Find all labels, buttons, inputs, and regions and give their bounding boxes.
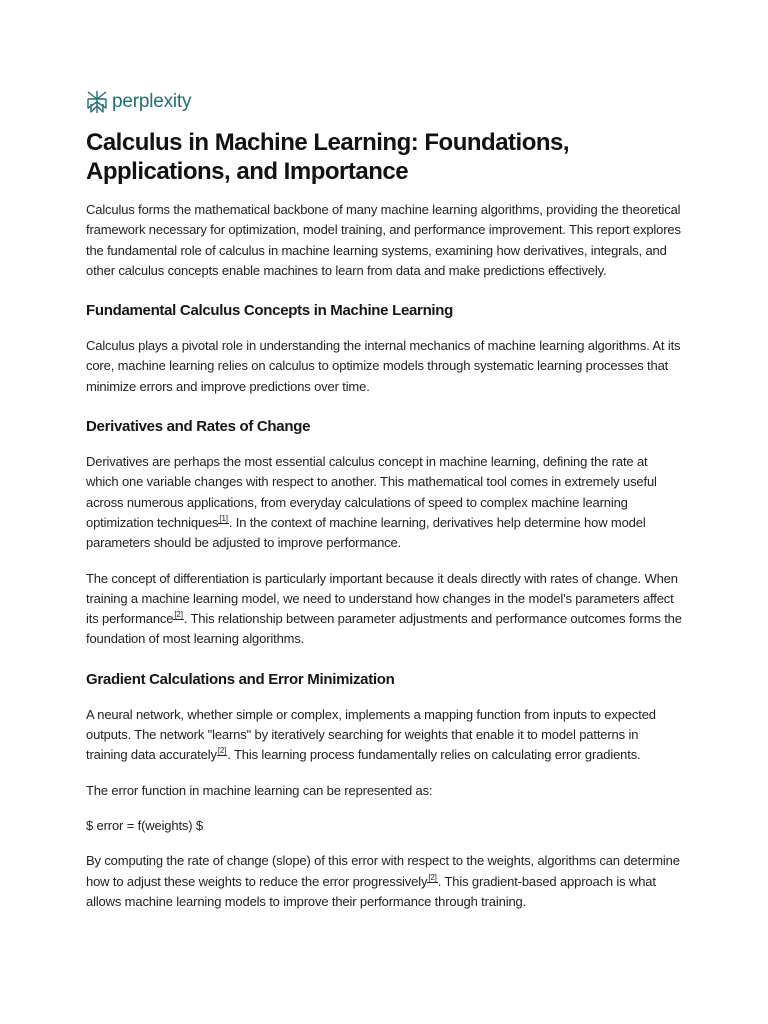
page-title: Calculus in Machine Learning: Foundations, Applications, and Importance [86,129,570,185]
formula-line: $ error = f(weights) $ [86,817,203,833]
text-segment: . This learning process fundamentally relies on calculating error gradients. [227,747,641,763]
derivatives-paragraph-2 [86,569,682,650]
text-segment: Derivatives are perhaps the most essential calculus concept in machine learning, defining the rate at which one variable changes with respect to another. This mathematical tool comes in extremely useful across numerous applications, from everyday calculations of speed to complex machine learning optimization techniques [86,454,657,530]
text-segment: . In the context of machine learning, derivatives help determine how model parameters should be adjusted to improve performance. [86,514,646,551]
brand-header [86,90,191,114]
citation-link-2[interactable]: [2] [217,746,227,756]
section-heading-gradient: Gradient Calculations and Error Minimization [86,670,395,688]
article-body [86,200,682,927]
text-segment: A neural network, whether simple or complex, implements a mapping function from inputs to expected outputs. The network "learns" by iteratively searching for weights that enable it to model patterns in training data accurately [86,706,656,763]
text-segment: . This relationship between parameter adjustments and performance outcomes forms the foundation of most learning algorithms. [86,611,682,647]
citation-link-2[interactable]: [2] [174,610,183,620]
brand-name: perplexity [112,91,192,112]
gradient-paragraph-1 [86,705,682,766]
citation-link-1[interactable]: [1] [219,513,228,523]
gradient-paragraph-2: The error function in machine learning can be represented as: [86,782,433,798]
fundamental-paragraph: Calculus plays a pivotal role in understanding the internal mechanics of machine learning algorithms. At its core, machine learning relies on calculus to optimize models through systematic learning processes that minimize errors and improve predictions over time. [86,338,681,394]
text-segment: By computing the rate of change (slope) of this error with respect to the weights, algorithms can determine how to adjust these weights to reduce the error progressively [86,853,680,889]
intro-paragraph: Calculus forms the mathematical backbone of many machine learning algorithms, providing the theoretical framework necessary for optimization, model training, and performance improvement. This report explores the fundamental role of calculus in machine learning systems, examining how derivatives, integrals, and other calculus concepts enable machines to learn from data and make predictions effectively. [86,202,681,278]
text-segment: The concept of differentiation is particularly important because it deals directly with rates of change. When training a machine learning model, we need to understand how changes in the model's parameters affect its performance [86,570,678,627]
text-segment: . This gradient-based approach is what allows machine learning models to improve their performance through training. [86,873,656,909]
derivatives-paragraph-1 [86,452,682,553]
section-heading-fundamental: Fundamental Calculus Concepts in Machine Learning [86,302,454,320]
section-heading-derivatives: Derivatives and Rates of Change [86,418,311,436]
citation-link-2[interactable]: [2] [428,872,437,882]
perplexity-logo-icon [86,90,108,114]
gradient-paragraph-4 [86,851,682,912]
